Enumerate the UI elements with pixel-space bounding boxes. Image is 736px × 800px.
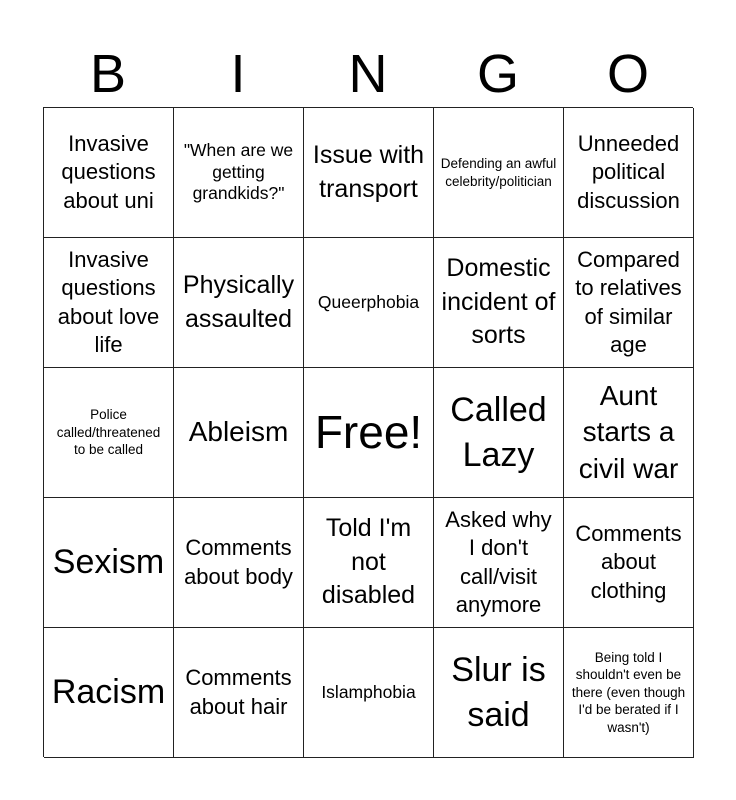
bingo-cell-r4c2[interactable]: Comments about body (174, 498, 304, 628)
bingo-cell-r3c1[interactable]: Police called/threatened to be called (44, 368, 174, 498)
header-letter-g: G (476, 44, 519, 104)
bingo-cell-r1c5[interactable]: Unneeded political discussion (564, 108, 694, 238)
bingo-cell-r3c4[interactable]: Called Lazy (434, 368, 564, 498)
bingo-cell-r1c4[interactable]: Defending an awful celebrity/politician (434, 108, 564, 238)
bingo-header (43, 40, 693, 108)
bingo-cell-r5c4[interactable]: Slur is said (434, 628, 564, 758)
bingo-board (43, 107, 693, 757)
bingo-cell-r4c5[interactable]: Comments about clothing (564, 498, 694, 628)
bingo-cell-r2c3[interactable]: Queerphobia (304, 238, 434, 368)
bingo-cell-r1c1[interactable]: Invasive questions about uni (44, 108, 174, 238)
bingo-cell-r3c5[interactable]: Aunt starts a civil war (564, 368, 694, 498)
bingo-cell-r5c5[interactable]: Being told I shouldn't even be there (even though I'd be berated if I wasn't) (564, 628, 694, 758)
bingo-cell-r4c4[interactable]: Asked why I don't call/visit anymore (434, 498, 564, 628)
free-space-cell[interactable]: Free! (304, 368, 434, 498)
header-letter-n: N (348, 44, 388, 104)
bingo-cell-r3c2[interactable]: Ableism (174, 368, 304, 498)
bingo-cell-r2c4[interactable]: Domestic incident of sorts (434, 238, 564, 368)
bingo-cell-r2c1[interactable]: Invasive questions about love life (44, 238, 174, 368)
bingo-cell-r1c2[interactable]: "When are we getting grandkids?" (174, 108, 304, 238)
header-letter-b: B (89, 44, 127, 104)
bingo-cell-r1c3[interactable]: Issue with transport (304, 108, 434, 238)
bingo-cell-r4c1[interactable]: Sexism (44, 498, 174, 628)
bingo-cell-r5c2[interactable]: Comments about hair (174, 628, 304, 758)
bingo-cell-r5c3[interactable]: Islamphobia (304, 628, 434, 758)
bingo-cell-r5c1[interactable]: Racism (44, 628, 174, 758)
bingo-cell-r2c2[interactable]: Physically assaulted (174, 238, 304, 368)
header-letter-o: O (606, 44, 649, 104)
bingo-cell-r2c5[interactable]: Compared to relatives of similar age (564, 238, 694, 368)
header-letter-i: I (230, 44, 246, 104)
bingo-cell-r4c3[interactable]: Told I'm not disabled (304, 498, 434, 628)
